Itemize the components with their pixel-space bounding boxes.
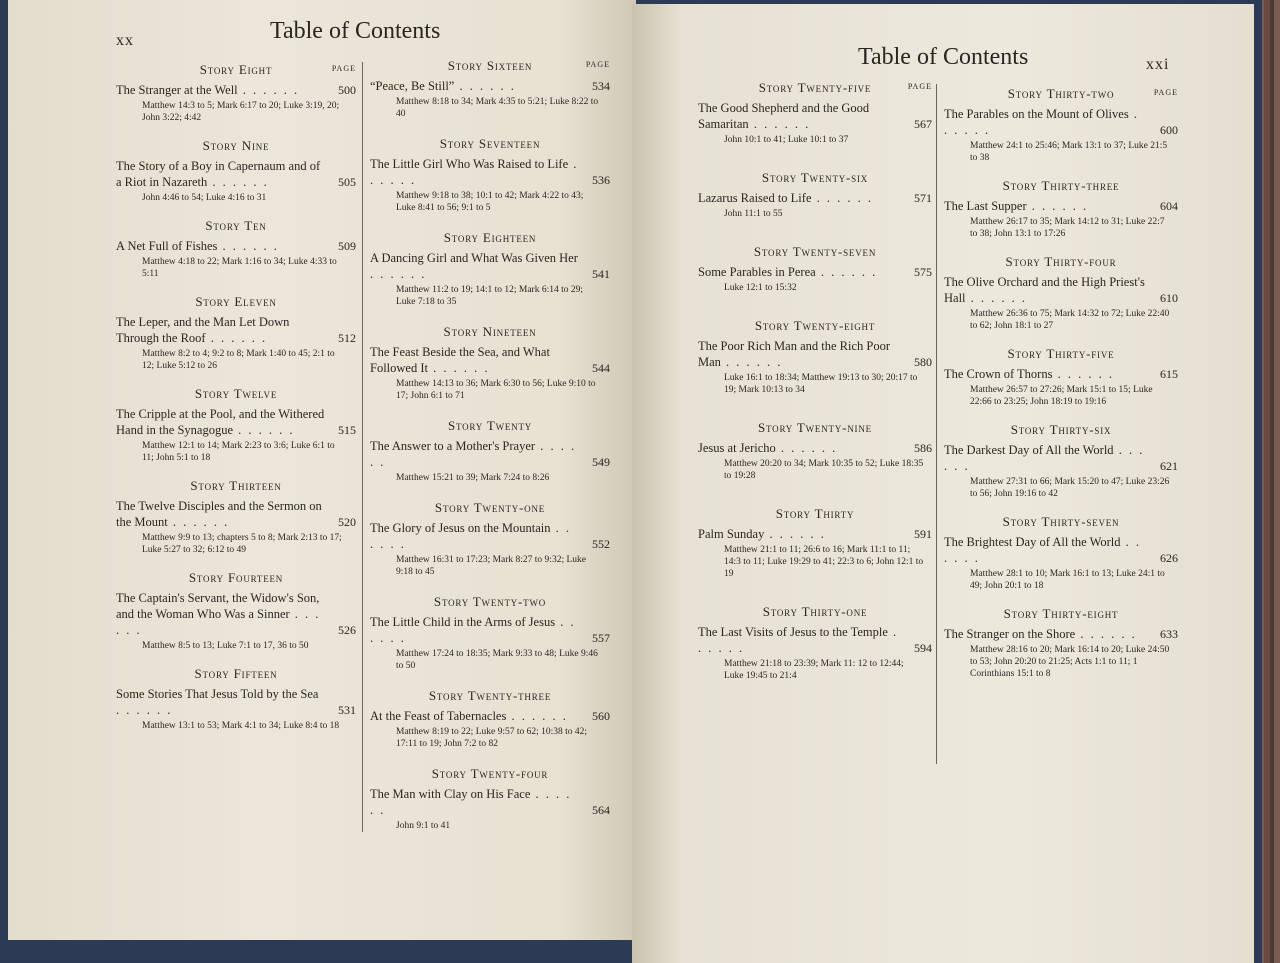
toc-entry (698, 170, 932, 220)
story-number: Story Twenty-six (761, 170, 869, 185)
story-heading (370, 766, 610, 782)
toc-entry (370, 230, 610, 308)
leader-dots: . . . . . . (370, 615, 576, 645)
story-page-number: 520 (338, 515, 356, 529)
story-title-line (370, 520, 610, 552)
story-title: The Leper, and the Man Let Down Through the Roof (116, 315, 290, 345)
story-heading (116, 386, 356, 402)
story-title-line (116, 590, 356, 638)
leader-dots: . . . . . . (427, 361, 490, 375)
scripture-references: Matthew 26:57 to 27:26; Mark 15:1 to 15; Luke 22:66 to 23:25; John 18:19 to 19:16 (970, 385, 1153, 407)
story-page-number: 567 (914, 117, 932, 131)
story-heading (116, 666, 356, 682)
story-number: Story Twenty-five (758, 80, 872, 95)
column-divider (362, 62, 363, 832)
story-page-number: 515 (338, 423, 356, 437)
story-heading (698, 506, 932, 522)
story-title: Jesus at Jericho (698, 441, 776, 455)
story-title: Some Parables in Perea (698, 265, 816, 279)
story-number: Story Thirty-one (762, 604, 868, 619)
story-heading (370, 230, 610, 246)
scripture-references: Matthew 17:24 to 18:35; Mark 9:33 to 48; Luke 9:46 to 50 (396, 649, 598, 671)
leader-dots: . . . . . . (815, 265, 878, 279)
toc-entry (944, 514, 1178, 592)
toc-entry (116, 386, 356, 464)
story-title: The Darkest Day of All the World (944, 443, 1114, 457)
toc-entry (944, 178, 1178, 240)
leader-dots: . . . . . . (944, 107, 1139, 137)
story-page-number: 536 (592, 173, 610, 187)
leader-dots: . . . . . . (506, 709, 568, 723)
story-number: Story Twenty-seven (753, 244, 877, 259)
page-column-label: PAGE (331, 64, 356, 73)
story-title: The Feast Beside the Sea, and What Followed It (370, 345, 550, 375)
story-title-line (370, 438, 610, 470)
story-title: The Last Supper (944, 199, 1027, 213)
story-title: The Parables on the Mount of Olives (944, 107, 1129, 121)
story-title-line (116, 82, 356, 98)
leader-dots: . . . . . . (370, 787, 572, 817)
story-title: The Stranger on the Shore (944, 627, 1076, 641)
story-heading (370, 594, 610, 610)
story-heading (698, 244, 932, 260)
story-title-line (116, 406, 356, 438)
story-title-line (116, 498, 356, 530)
story-title: The Crown of Thorns (944, 367, 1053, 381)
story-number: Story Twenty-four (431, 766, 549, 781)
story-title: Palm Sunday (698, 527, 765, 541)
toc-entry (370, 594, 610, 672)
scripture-references: Matthew 8:5 to 13; Luke 7:1 to 17, 36 to 50 (142, 641, 309, 651)
story-number: Story Fifteen (194, 666, 278, 681)
toc-entry (116, 666, 356, 732)
story-title-line (370, 250, 610, 282)
left-page (8, 0, 636, 940)
scripture-references: Matthew 26:36 to 75; Mark 14:32 to 72; Luke 22:40 to 62; John 18:1 to 27 (970, 309, 1170, 331)
leader-dots: . . . . . . (748, 117, 811, 131)
story-number: Story Thirty-six (1010, 422, 1112, 437)
story-heading (944, 606, 1178, 622)
toc-entry (370, 688, 610, 750)
story-title-line (116, 158, 356, 190)
story-number: Story Twenty-nine (758, 420, 872, 435)
scripture-references: Matthew 8:18 to 34; Mark 4:35 to 5:21; Luke 8:22 to 40 (396, 97, 599, 119)
story-title-line (944, 198, 1178, 214)
story-heading (370, 500, 610, 516)
right-column-2 (944, 86, 1178, 694)
story-heading (944, 86, 1178, 102)
story-number: Story Sixteen (447, 58, 533, 73)
toc-entry (370, 500, 610, 578)
leader-dots: . . . . . . (1075, 627, 1137, 641)
scripture-references: Matthew 16:31 to 17:23; Mark 8:27 to 9:32; Luke 9:18 to 45 (396, 555, 586, 577)
story-title-line (698, 190, 932, 206)
story-title: Some Stories That Jesus Told by the Sea (116, 687, 319, 701)
left-page-title: Table of Contents (270, 18, 441, 44)
story-heading (370, 688, 610, 704)
right-column-1 (698, 80, 932, 706)
story-title-line (698, 440, 932, 456)
toc-entry (698, 80, 932, 146)
leader-dots: . . . . . . (116, 703, 173, 717)
story-number: Story Thirteen (190, 478, 282, 493)
leader-dots: . . . . . . (944, 535, 1142, 565)
leader-dots: . . . . . . (217, 239, 279, 253)
story-title-line (116, 314, 356, 346)
scripture-references: Luke 12:1 to 15:32 (724, 283, 797, 293)
scripture-references: Matthew 24:1 to 25:46; Mark 13:1 to 37; Luke 21:5 to 38 (970, 141, 1168, 163)
story-title-line (944, 366, 1178, 382)
story-page-number: 557 (592, 631, 610, 645)
story-title-line (944, 534, 1178, 566)
toc-entry (698, 318, 932, 396)
story-page-number: 544 (592, 361, 610, 375)
leader-dots: . . . . . . (116, 607, 321, 637)
leader-dots: . . . . . . (237, 83, 300, 97)
story-page-number: 526 (338, 623, 356, 637)
story-page-number: 541 (592, 267, 610, 281)
toc-entry (944, 346, 1178, 408)
story-number: Story Nine (202, 138, 270, 153)
story-number: Story Fourteen (188, 570, 284, 585)
scripture-references: Matthew 20:20 to 34; Mark 10:35 to 52; Luke 18:35 to 19:28 (724, 459, 924, 481)
story-number: Story Thirty-four (1005, 254, 1117, 269)
story-heading (370, 418, 610, 434)
right-page-number: xxi (1146, 56, 1170, 73)
story-heading (698, 170, 932, 186)
story-title: The Twelve Disciples and the Sermon on the Mount (116, 499, 322, 529)
story-number: Story Twelve (194, 386, 278, 401)
toc-entry (370, 766, 610, 832)
story-number: Story Twenty-eight (754, 318, 876, 333)
toc-entry (116, 570, 356, 652)
scripture-references: John 9:1 to 41 (396, 821, 451, 831)
story-number: Story Thirty-seven (1002, 514, 1120, 529)
story-heading (698, 604, 932, 620)
story-heading (116, 294, 356, 310)
story-number: Story Twenty-one (434, 500, 546, 515)
story-title-line (370, 344, 610, 376)
toc-entry (698, 244, 932, 294)
scripture-references: John 10:1 to 41; Luke 10:1 to 37 (724, 135, 849, 145)
story-heading (116, 218, 356, 234)
scripture-references: Matthew 26:17 to 35; Mark 14:12 to 31; Luke 22:7 to 38; John 13:1 to 17:26 (970, 217, 1165, 239)
leader-dots: . . . . . . (720, 355, 783, 369)
leader-dots: . . . . . . (1052, 367, 1114, 381)
story-number: Story Eighteen (443, 230, 537, 245)
scripture-references: Matthew 21:18 to 23:39; Mark 11: 12 to 12:44; Luke 19:45 to 21:4 (724, 659, 904, 681)
story-page-number: 575 (914, 265, 932, 279)
toc-entry (370, 136, 610, 214)
scripture-references: Matthew 4:18 to 22; Mark 1:16 to 34; Luke 4:33 to 5:11 (142, 257, 337, 279)
story-title-line (944, 626, 1178, 642)
story-heading (698, 80, 932, 96)
toc-entry (370, 58, 610, 120)
story-title-line (698, 338, 932, 370)
scripture-references: Matthew 21:1 to 11; 26:6 to 16; Mark 11:1 to 11; 14:3 to 11; Luke 19:29 to 41; 22:3 to 6; John 12:1 to 19 (724, 545, 924, 579)
story-title: The Stranger at the Well (116, 83, 238, 97)
scripture-references: Matthew 28:16 to 20; Mark 16:14 to 20; Luke 24:50 to 53; John 20:20 to 21:25; Acts 1:1 to 11; 1 Corinthians 15:1 to 8 (970, 645, 1170, 679)
story-number: Story Thirty (775, 506, 855, 521)
left-column-1 (116, 62, 356, 746)
toc-entry (944, 606, 1178, 680)
leader-dots: . . . . . . (811, 191, 873, 205)
page-column-label: PAGE (1153, 88, 1178, 97)
leader-dots: . . . . . . (454, 79, 516, 93)
story-heading (370, 324, 610, 340)
story-title: “Peace, Be Still” (370, 79, 455, 93)
leader-dots: . . . . . . (207, 175, 269, 189)
story-page-number: 600 (1160, 123, 1178, 137)
story-title-line (944, 106, 1178, 138)
story-title: The Answer to a Mother's Prayer (370, 439, 536, 453)
story-page-number: 591 (914, 527, 932, 541)
toc-entry (698, 506, 932, 580)
story-page-number: 552 (592, 537, 610, 551)
story-title: The Brightest Day of All the World (944, 535, 1121, 549)
story-title: The Poor Rich Man and the Rich Poor Man (698, 339, 890, 369)
leader-dots: . . . . . . (205, 331, 268, 345)
story-heading (116, 138, 356, 154)
story-title: A Dancing Girl and What Was Given Her (370, 251, 578, 265)
story-title: The Cripple at the Pool, and the Withered Hand in the Synagogue (116, 407, 325, 437)
leader-dots: . . . . . . (944, 443, 1145, 473)
toc-entry (944, 254, 1178, 332)
story-page-number: 604 (1160, 199, 1178, 213)
story-page-number: 512 (338, 331, 356, 345)
story-title-line (370, 156, 610, 188)
leader-dots: . . . . . . (370, 521, 572, 551)
story-page-number: 500 (338, 83, 356, 97)
scripture-references: John 11:1 to 55 (724, 209, 783, 219)
story-title-line (698, 264, 932, 280)
story-number: Story Thirty-eight (1003, 606, 1119, 621)
story-page-number: 531 (338, 703, 356, 717)
story-title-line (370, 708, 610, 724)
leader-dots: . . . . . . (1026, 199, 1089, 213)
story-title: The Last Visits of Jesus to the Temple (698, 625, 888, 639)
story-page-number: 594 (914, 641, 932, 655)
story-page-number: 564 (592, 803, 610, 817)
toc-entry (370, 418, 610, 484)
story-title-line (370, 78, 610, 94)
story-page-number: 615 (1160, 367, 1178, 381)
story-page-number: 549 (592, 455, 610, 469)
right-page (632, 4, 1254, 963)
scripture-references: Matthew 28:1 to 10; Mark 16:1 to 13; Luke 24:1 to 49; John 20:1 to 18 (970, 569, 1165, 591)
story-number: Story Thirty-two (1007, 86, 1115, 101)
story-heading (698, 420, 932, 436)
right-page-title: Table of Contents (858, 44, 1029, 70)
story-page-number: 505 (338, 175, 356, 189)
page-column-label: PAGE (585, 60, 610, 69)
story-page-number: 633 (1160, 627, 1178, 641)
scripture-references: Matthew 8:19 to 22; Luke 9:57 to 62; 10:38 to 42; 17:11 to 19; John 7:2 to 82 (396, 727, 588, 749)
story-number: Story Thirty-five (1007, 346, 1115, 361)
story-title-line (370, 786, 610, 818)
toc-entry (116, 218, 356, 280)
story-page-number: 571 (914, 191, 932, 205)
story-heading (698, 318, 932, 334)
story-heading (116, 478, 356, 494)
story-heading (370, 58, 610, 74)
story-number: Story Eight (199, 62, 273, 77)
leader-dots: . . . . . . (233, 423, 295, 437)
toc-entry (698, 604, 932, 682)
story-heading (944, 514, 1178, 530)
story-page-number: 610 (1160, 291, 1178, 305)
toc-entry (116, 478, 356, 556)
column-divider (936, 84, 937, 764)
story-heading (944, 178, 1178, 194)
leader-dots: . . . . . . (764, 527, 826, 541)
story-number: Story Ten (205, 218, 267, 233)
leader-dots: . . . . . . (965, 291, 1028, 305)
toc-entry (116, 138, 356, 204)
story-title: The Glory of Jesus on the Mountain (370, 521, 551, 535)
scripture-references: Matthew 12:1 to 14; Mark 2:23 to 3:6; Luke 6:1 to 11; John 5:1 to 18 (142, 441, 335, 463)
story-title-line (698, 624, 932, 656)
toc-entry (698, 420, 932, 482)
left-column-2 (370, 58, 610, 848)
story-title: The Good Shepherd and the Good Samaritan (698, 101, 870, 131)
scripture-references: Matthew 15:21 to 39; Mark 7:24 to 8:26 (396, 473, 550, 483)
scripture-references: Matthew 14:3 to 5; Mark 6:17 to 20; Luke 3:19, 20; John 3:22; 4:42 (142, 101, 340, 123)
left-page-number: xx (116, 32, 134, 49)
toc-entry (116, 62, 356, 124)
story-title: The Olive Orchard and the High Priest's Hall (944, 275, 1145, 305)
story-heading (116, 62, 356, 78)
scripture-references: Matthew 8:2 to 4; 9:2 to 8; Mark 1:40 to 45; 2:1 to 12; Luke 5:12 to 26 (142, 349, 335, 371)
page-column-label: PAGE (907, 82, 932, 91)
story-heading (944, 346, 1178, 362)
story-page-number: 509 (338, 239, 356, 253)
story-number: Story Thirty-three (1002, 178, 1120, 193)
story-heading (944, 254, 1178, 270)
story-page-number: 534 (592, 79, 610, 93)
toc-entry (116, 294, 356, 372)
story-title: The Story of a Boy in Capernaum and of a Riot in Nazareth (116, 159, 321, 189)
story-title-line (944, 442, 1178, 474)
leader-dots: . . . . . . (370, 267, 427, 281)
story-title-line (698, 100, 932, 132)
story-page-number: 586 (914, 441, 932, 455)
story-page-number: 621 (1160, 459, 1178, 473)
story-title: Lazarus Raised to Life (698, 191, 812, 205)
story-heading (370, 136, 610, 152)
story-heading (944, 422, 1178, 438)
story-number: Story Eleven (195, 294, 277, 309)
story-title: The Captain's Servant, the Widow's Son, and the Woman Who Was a Sinner (116, 591, 320, 621)
toc-entry (370, 324, 610, 402)
story-title-line (116, 686, 356, 718)
leader-dots: . . . . . . (698, 625, 899, 655)
story-title: The Little Girl Who Was Raised to Life (370, 157, 569, 171)
story-number: Story Nineteen (443, 324, 537, 339)
scripture-references: Matthew 14:13 to 36; Mark 6:30 to 56; Luke 9:10 to 17; John 6:1 to 71 (396, 379, 596, 401)
scripture-references: Matthew 11:2 to 19; 14:1 to 12; Mark 6:14 to 29; Luke 7:18 to 35 (396, 285, 583, 307)
scripture-references: John 4:46 to 54; Luke 4:16 to 31 (142, 193, 267, 203)
scripture-references: Matthew 13:1 to 53; Mark 4:1 to 34; Luke 8:4 to 18 (142, 721, 340, 731)
story-title-line (698, 526, 932, 542)
story-title-line (944, 274, 1178, 306)
story-title: A Net Full of Fishes (116, 239, 218, 253)
story-page-number: 626 (1160, 551, 1178, 565)
leader-dots: . . . . . . (370, 157, 579, 187)
story-title: The Man with Clay on His Face (370, 787, 531, 801)
story-number: Story Twenty (447, 418, 533, 433)
scripture-references: Matthew 9:18 to 38; 10:1 to 42; Mark 4:22 to 43; Luke 8:41 to 56; 9:1 to 5 (396, 191, 584, 213)
story-number: Story Twenty-two (433, 594, 547, 609)
toc-entry (944, 86, 1178, 164)
leader-dots: . . . . . . (167, 515, 230, 529)
scripture-references: Luke 16:1 to 18:34; Matthew 19:13 to 30; 20:17 to 19; Mark 10:13 to 34 (724, 373, 918, 395)
story-number: Story Seventeen (439, 136, 541, 151)
story-heading (116, 570, 356, 586)
scripture-references: Matthew 9:9 to 13; chapters 5 to 8; Mark 2:13 to 17; Luke 5:27 to 32; 6:12 to 49 (142, 533, 342, 555)
story-page-number: 580 (914, 355, 932, 369)
leader-dots: . . . . . . (775, 441, 838, 455)
story-title: At the Feast of Tabernacles (370, 709, 507, 723)
toc-entry (944, 422, 1178, 500)
leader-dots: . . . . . . (370, 439, 577, 469)
story-page-number: 560 (592, 709, 610, 723)
story-title: The Little Child in the Arms of Jesus (370, 615, 556, 629)
story-title-line (370, 614, 610, 646)
story-number: Story Twenty-three (428, 688, 552, 703)
scripture-references: Matthew 27:31 to 66; Mark 15:20 to 47; Luke 23:26 to 56; John 19:16 to 42 (970, 477, 1170, 499)
story-title-line (116, 238, 356, 254)
